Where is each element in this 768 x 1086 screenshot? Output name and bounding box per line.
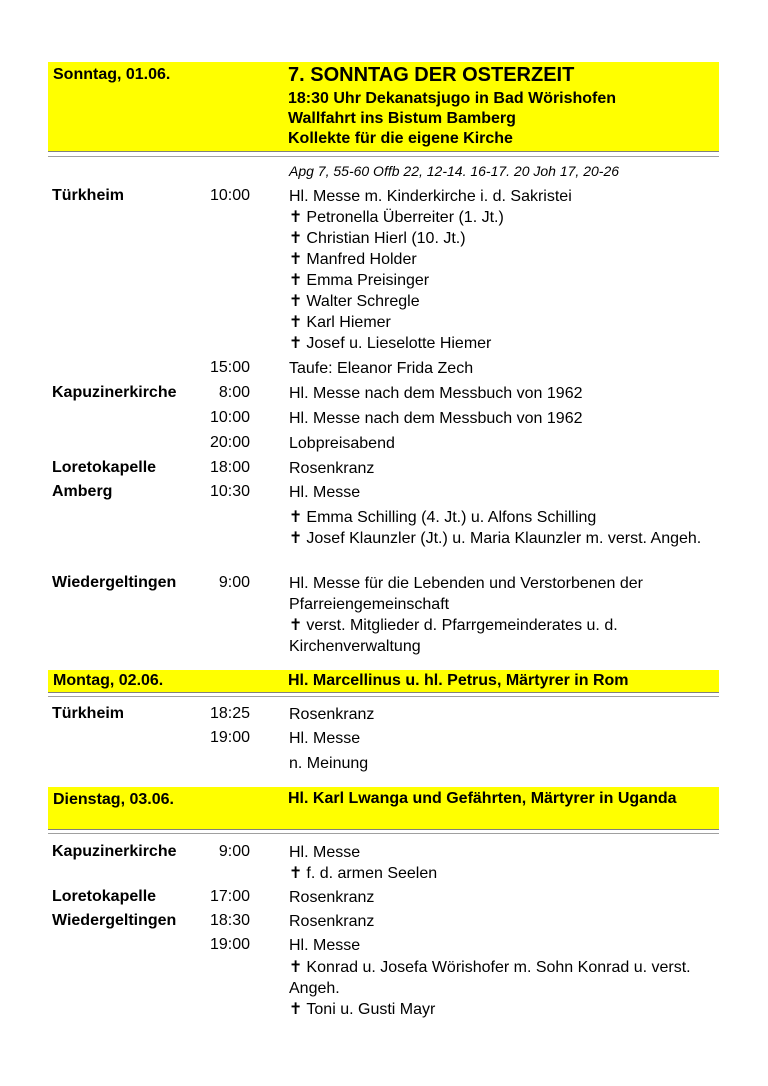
- service-text: Taufe: Eleanor Frida Zech: [289, 360, 474, 377]
- service-text: Hl. Messe: [289, 730, 361, 747]
- cross-icon: ✝: [289, 251, 303, 268]
- time-label: 18:00: [209, 459, 250, 476]
- place-label: Türkheim: [52, 187, 125, 204]
- day-note: 18:30 Uhr Dekanatsjugo in Bad Wörishofen: [288, 90, 617, 107]
- time-label: 17:00: [209, 888, 250, 905]
- cross-icon: ✝: [289, 617, 303, 634]
- intention-item: ✝ Konrad u. Josefa Wörishofer m. Sohn Konrad u. verst. Angeh.: [289, 959, 691, 997]
- day-title: 7. SONNTAG DER OSTERZEIT: [288, 64, 575, 86]
- place-label: Amberg: [52, 483, 113, 500]
- cross-icon: ✝: [289, 959, 303, 976]
- day-header-tuesday: [48, 787, 719, 830]
- time-label: 9:00: [218, 574, 250, 591]
- place-label: Kapuzinerkirche: [52, 843, 177, 860]
- divider: [48, 696, 719, 697]
- time-label: 18:25: [209, 705, 250, 722]
- cross-icon: ✝: [289, 272, 303, 289]
- intention-item: ✝ Emma Schilling (4. Jt.) u. Alfons Schilling: [289, 509, 597, 526]
- time-label: 18:30: [209, 912, 250, 929]
- service-text: Hl. Messe: [289, 844, 361, 861]
- intention-item: ✝ Josef u. Lieselotte Hiemer: [289, 335, 492, 352]
- place-label: Wiedergeltingen: [52, 574, 177, 591]
- day-date: Dienstag, 03.06.: [53, 791, 174, 808]
- intention-item: ✝ Emma Preisinger: [289, 272, 430, 289]
- intention-item: ✝ Petronella Überreiter (1. Jt.): [289, 209, 504, 226]
- place-label: Türkheim: [52, 705, 125, 722]
- intention-note: n. Meinung: [289, 755, 369, 772]
- cross-icon: ✝: [289, 230, 303, 247]
- time-label: 19:00: [209, 729, 250, 746]
- intention-item: ✝ Josef Klaunzler (Jt.) u. Maria Klaunzler m. verst. Angeh.: [289, 530, 702, 547]
- service-text: Hl. Messe m. Kinderkirche i. d. Sakristei: [289, 188, 572, 205]
- day-title: Hl. Marcellinus u. hl. Petrus, Märtyrer in Rom: [288, 672, 629, 689]
- readings: Apg 7, 55-60 Offb 22, 12-14. 16-17. 20 Joh 17, 20-26: [289, 163, 620, 179]
- service-text: Lobpreisabend: [289, 435, 395, 452]
- day-date: Sonntag, 01.06.: [53, 66, 171, 83]
- day-header-monday: [48, 670, 719, 693]
- place-label: Kapuzinerkirche: [52, 384, 177, 401]
- place-label: Wiedergeltingen: [52, 912, 177, 929]
- service-text: Hl. Messe nach dem Messbuch von 1962: [289, 385, 583, 402]
- day-date: Montag, 02.06.: [53, 672, 164, 689]
- intention-item: ✝ f. d. armen Seelen: [289, 865, 438, 882]
- intention-item: ✝ Karl Hiemer: [289, 314, 391, 331]
- service-text: Rosenkranz: [289, 706, 375, 723]
- intention-item: ✝ verst. Mitglieder d. Pfarrgemeinderates u. d. Kirchenverwaltung: [289, 617, 618, 655]
- time-label: 10:00: [209, 187, 250, 204]
- divider: [48, 156, 719, 157]
- service-text: Rosenkranz: [289, 889, 375, 906]
- cross-icon: ✝: [289, 530, 303, 547]
- time-label: 15:00: [209, 359, 250, 376]
- intention-item: ✝ Christian Hierl (10. Jt.): [289, 230, 466, 247]
- cross-icon: ✝: [289, 509, 303, 526]
- time-label: 9:00: [218, 843, 250, 860]
- service-text: Hl. Messe: [289, 937, 361, 954]
- cross-icon: ✝: [289, 209, 303, 226]
- service-text: Hl. Messe: [289, 484, 361, 501]
- intention-item: ✝ Manfred Holder: [289, 251, 417, 268]
- cross-icon: ✝: [289, 1001, 303, 1018]
- time-label: 8:00: [218, 384, 250, 401]
- place-label: Loretokapelle: [52, 459, 157, 476]
- cross-icon: ✝: [289, 865, 303, 882]
- intention-item: ✝ Toni u. Gusti Mayr: [289, 1001, 436, 1018]
- service-text: Rosenkranz: [289, 913, 375, 930]
- divider: [48, 833, 719, 834]
- time-label: 10:00: [209, 409, 250, 426]
- intention-item: ✝ Walter Schregle: [289, 293, 420, 310]
- time-label: 10:30: [209, 483, 250, 500]
- service-text: Rosenkranz: [289, 460, 375, 477]
- day-note: Wallfahrt ins Bistum Bamberg: [288, 110, 516, 127]
- cross-icon: ✝: [289, 335, 303, 352]
- day-header-sunday: [48, 62, 719, 152]
- time-label: 19:00: [209, 936, 250, 953]
- place-label: Loretokapelle: [52, 888, 157, 905]
- cross-icon: ✝: [289, 314, 303, 331]
- day-title: Hl. Karl Lwanga und Gefährten, Märtyrer in Uganda: [288, 790, 677, 807]
- service-text: Hl. Messe nach dem Messbuch von 1962: [289, 410, 583, 427]
- day-note: Kollekte für die eigene Kirche: [288, 130, 513, 147]
- service-text: Hl. Messe für die Lebenden und Verstorbenen der Pfarreiengemeinschaft: [289, 575, 644, 613]
- cross-icon: ✝: [289, 293, 303, 310]
- time-label: 20:00: [209, 434, 250, 451]
